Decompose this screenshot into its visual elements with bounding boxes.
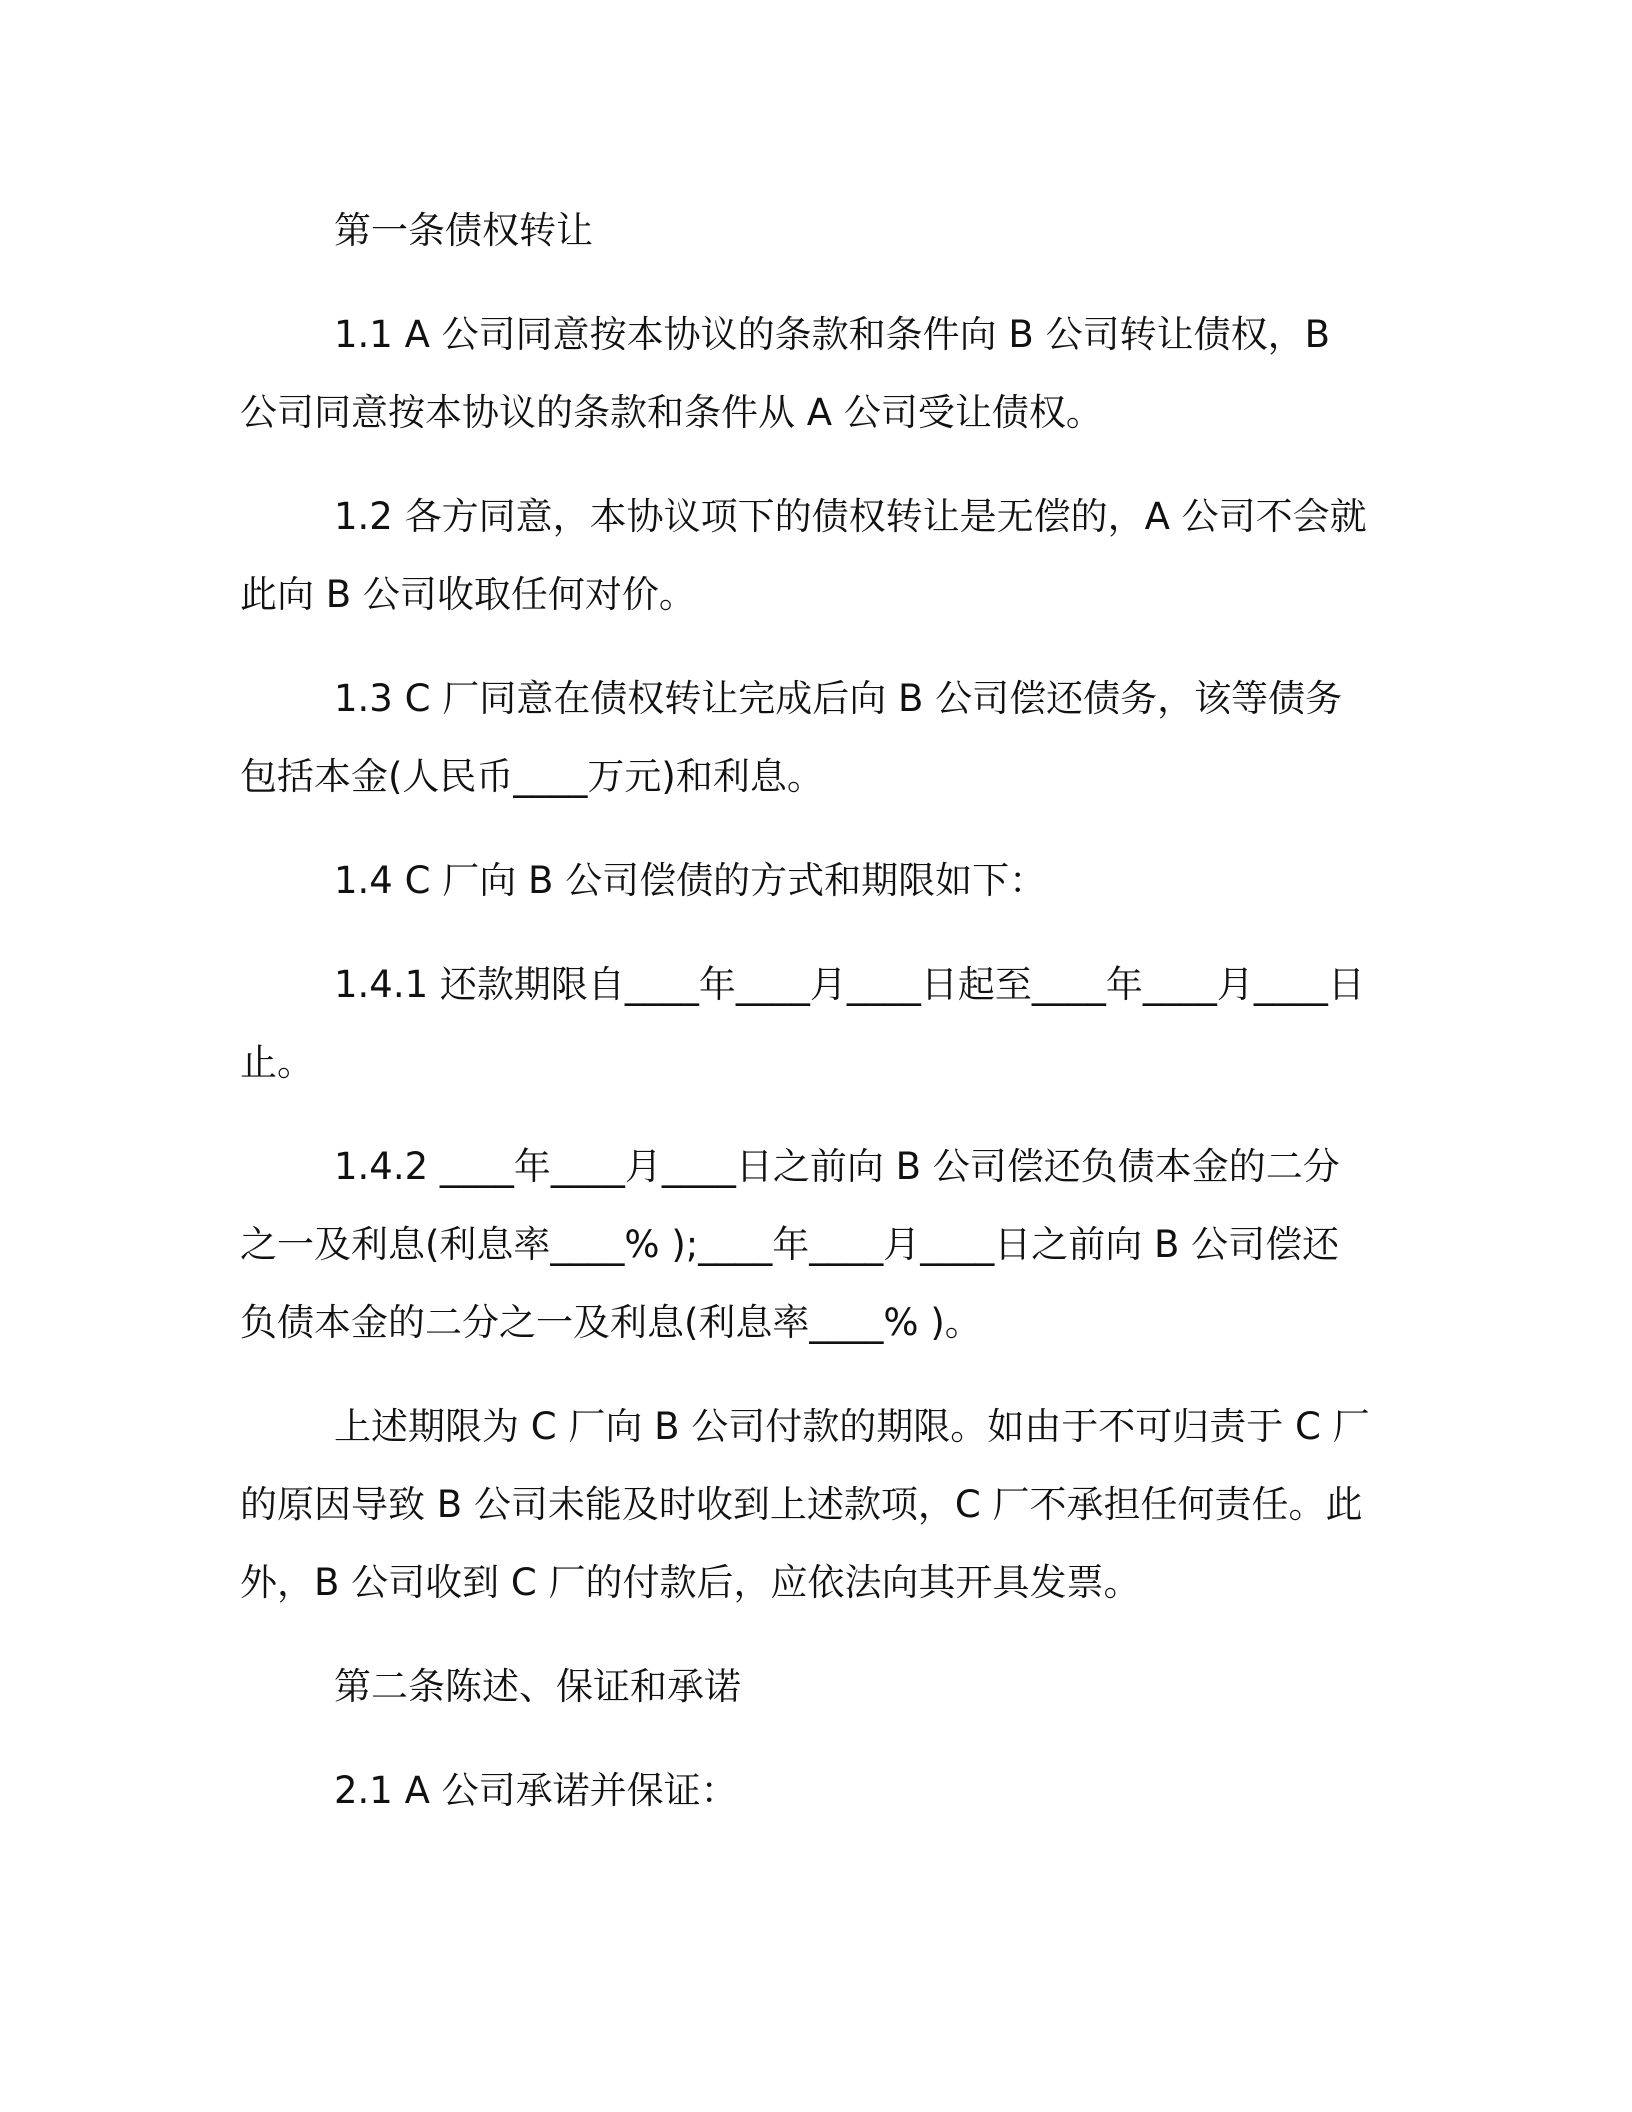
clause-1-4-2: 1.4.2 ____年____月____日之前向 B 公司偿还负债本金的二分之一及利息(利息率____% );____年____月____日之前向 B 公司偿还负债本金的二分之一及利息(利息率____% )。	[240, 1145, 1340, 1344]
clause-2-1: 2.1 A 公司承诺并保证：	[334, 1769, 738, 1812]
clause-1-1: 1.1 A 公司同意按本协议的条款和条件向 B 公司转让债权，B 公司同意按本协议的条款和条件从 A 公司受让债权。	[240, 313, 1330, 434]
article-1-heading: 第一条债权转让	[334, 209, 593, 252]
clause-1-4-1: 1.4.1 还款期限自____年____月____日起至____年____月____日止。	[240, 963, 1365, 1084]
payment-note-paragraph: 上述期限为 C 厂向 B 公司付款的期限。如由于不可归责于 C 厂的原因导致 B 公司未能及时收到上述款项，C 厂不承担任何责任。此外，B 公司收到 C 厂的付款后，应依法向其开具发票。	[240, 1405, 1370, 1604]
document-body	[240, 192, 1374, 1856]
clause-1-3: 1.3 C 厂同意在债权转让完成后向 B 公司偿还债务，该等债务包括本金(人民币____万元)和利息。	[240, 677, 1343, 798]
clause-1-4: 1.4 C 厂向 B 公司偿债的方式和期限如下：	[334, 859, 1047, 902]
article-2-heading: 第二条陈述、保证和承诺	[334, 1665, 741, 1708]
clause-1-2: 1.2 各方同意，本协议项下的债权转让是无偿的，A 公司不会就此向 B 公司收取任何对价。	[240, 495, 1367, 616]
